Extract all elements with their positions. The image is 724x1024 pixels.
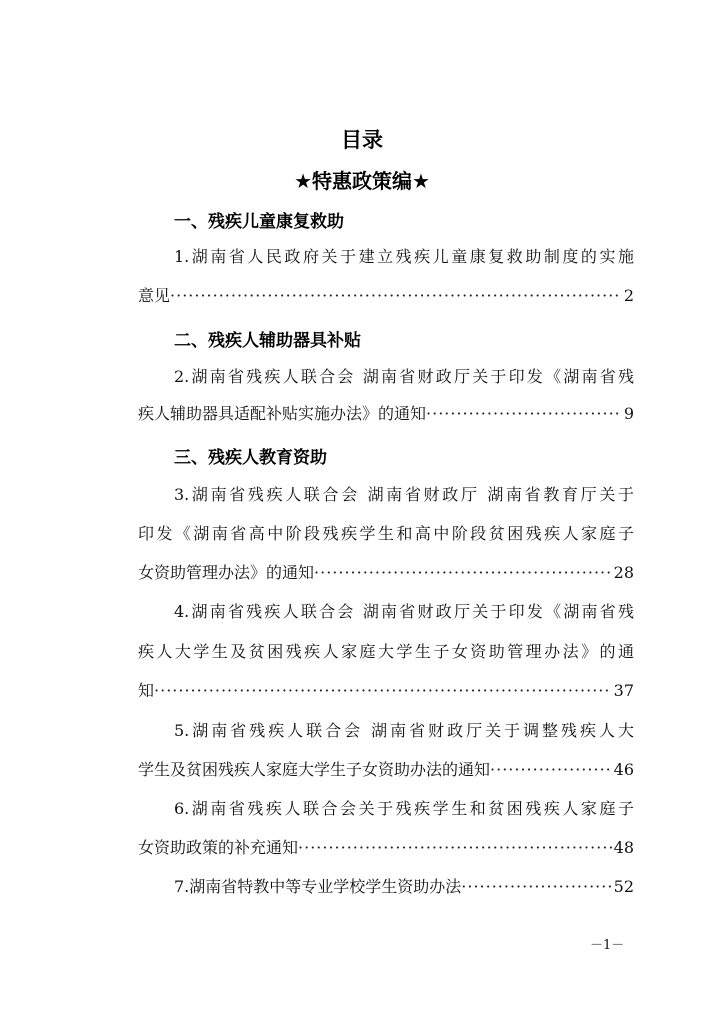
toc-entry-3-line-2: 印发《湖南省高中阶段残疾学生和高中阶段贫困残疾人家庭子 (138, 524, 634, 543)
toc-page-number: 9 (623, 404, 634, 423)
section-heading-2: 二、残疾人辅助器具补贴 (174, 331, 361, 351)
toc-entry-5-line-1: 5.湖南省残疾人联合会 湖南省财政厅关于调整残疾人大 (174, 721, 634, 740)
toc-entry-2-line-1: 2.湖南省残疾人联合会 湖南省财政厅关于印发《湖南省残 (174, 367, 634, 386)
leader-dots (298, 836, 612, 860)
toc-entry-text: 女资助政策的补充通知 (138, 838, 299, 857)
toc-page-number: 37 (613, 681, 634, 700)
toc-entry-1-last-line (138, 284, 634, 308)
toc-entry-text: 女资助管理办法》的通知 (138, 563, 315, 582)
toc-entry-4-line-2: 疾人大学生及贫困残疾人家庭大学生子女资助管理办法》的通 (138, 642, 634, 661)
leader-dots (154, 679, 612, 703)
toc-entry-3-line-1: 3.湖南省残疾人联合会 湖南省财政厅 湖南省教育厅关于 (174, 485, 634, 504)
toc-entry-5-last-line (138, 758, 634, 782)
toc-entry-4-last-line (138, 679, 634, 703)
toc-entry-text: 知 (138, 681, 155, 700)
toc-page-number: 28 (613, 563, 634, 582)
section-heading-1: 一、残疾儿童康复救助 (174, 212, 344, 232)
toc-entry-text: 7.湖南省特教中等专业学校学生资助办法 (174, 877, 462, 896)
leader-dots (461, 875, 611, 899)
toc-entry-7-last-line (174, 875, 634, 899)
toc-page-number: 48 (613, 838, 634, 857)
leader-dots (170, 284, 622, 308)
toc-entry-4-line-1: 4.湖南省残疾人联合会 湖南省财政厅关于印发《湖南省残 (174, 602, 634, 621)
page-subtitle: ★特惠政策编★ (294, 169, 430, 193)
toc-entry-2-last-line (138, 402, 634, 426)
toc-page-number: 46 (613, 760, 634, 779)
toc-entry-text: 意见 (138, 286, 171, 305)
toc-entry-6-line-1: 6.湖南省残疾人联合会关于残疾学生和贫困残疾人家庭子 (174, 799, 634, 818)
section-heading-3: 三、残疾人教育资助 (174, 448, 327, 468)
toc-entry-text: 疾人辅助器具适配补贴实施办法》的通知 (138, 404, 427, 423)
toc-page-number: 52 (613, 877, 634, 896)
leader-dots (314, 561, 612, 585)
toc-entry-1-line-1: 1.湖南省人民政府关于建立残疾儿童康复救助制度的实施 (174, 247, 634, 266)
leader-dots (426, 402, 622, 426)
page-number: －1－ (590, 938, 625, 953)
page-title: 目录 (341, 128, 383, 152)
toc-entry-3-last-line (138, 561, 634, 585)
leader-dots (490, 758, 612, 782)
toc-page-number: 2 (623, 286, 634, 305)
toc-entry-text: 学生及贫困残疾人家庭大学生子女资助办法的通知 (138, 760, 491, 779)
toc-entry-6-last-line (138, 836, 634, 860)
